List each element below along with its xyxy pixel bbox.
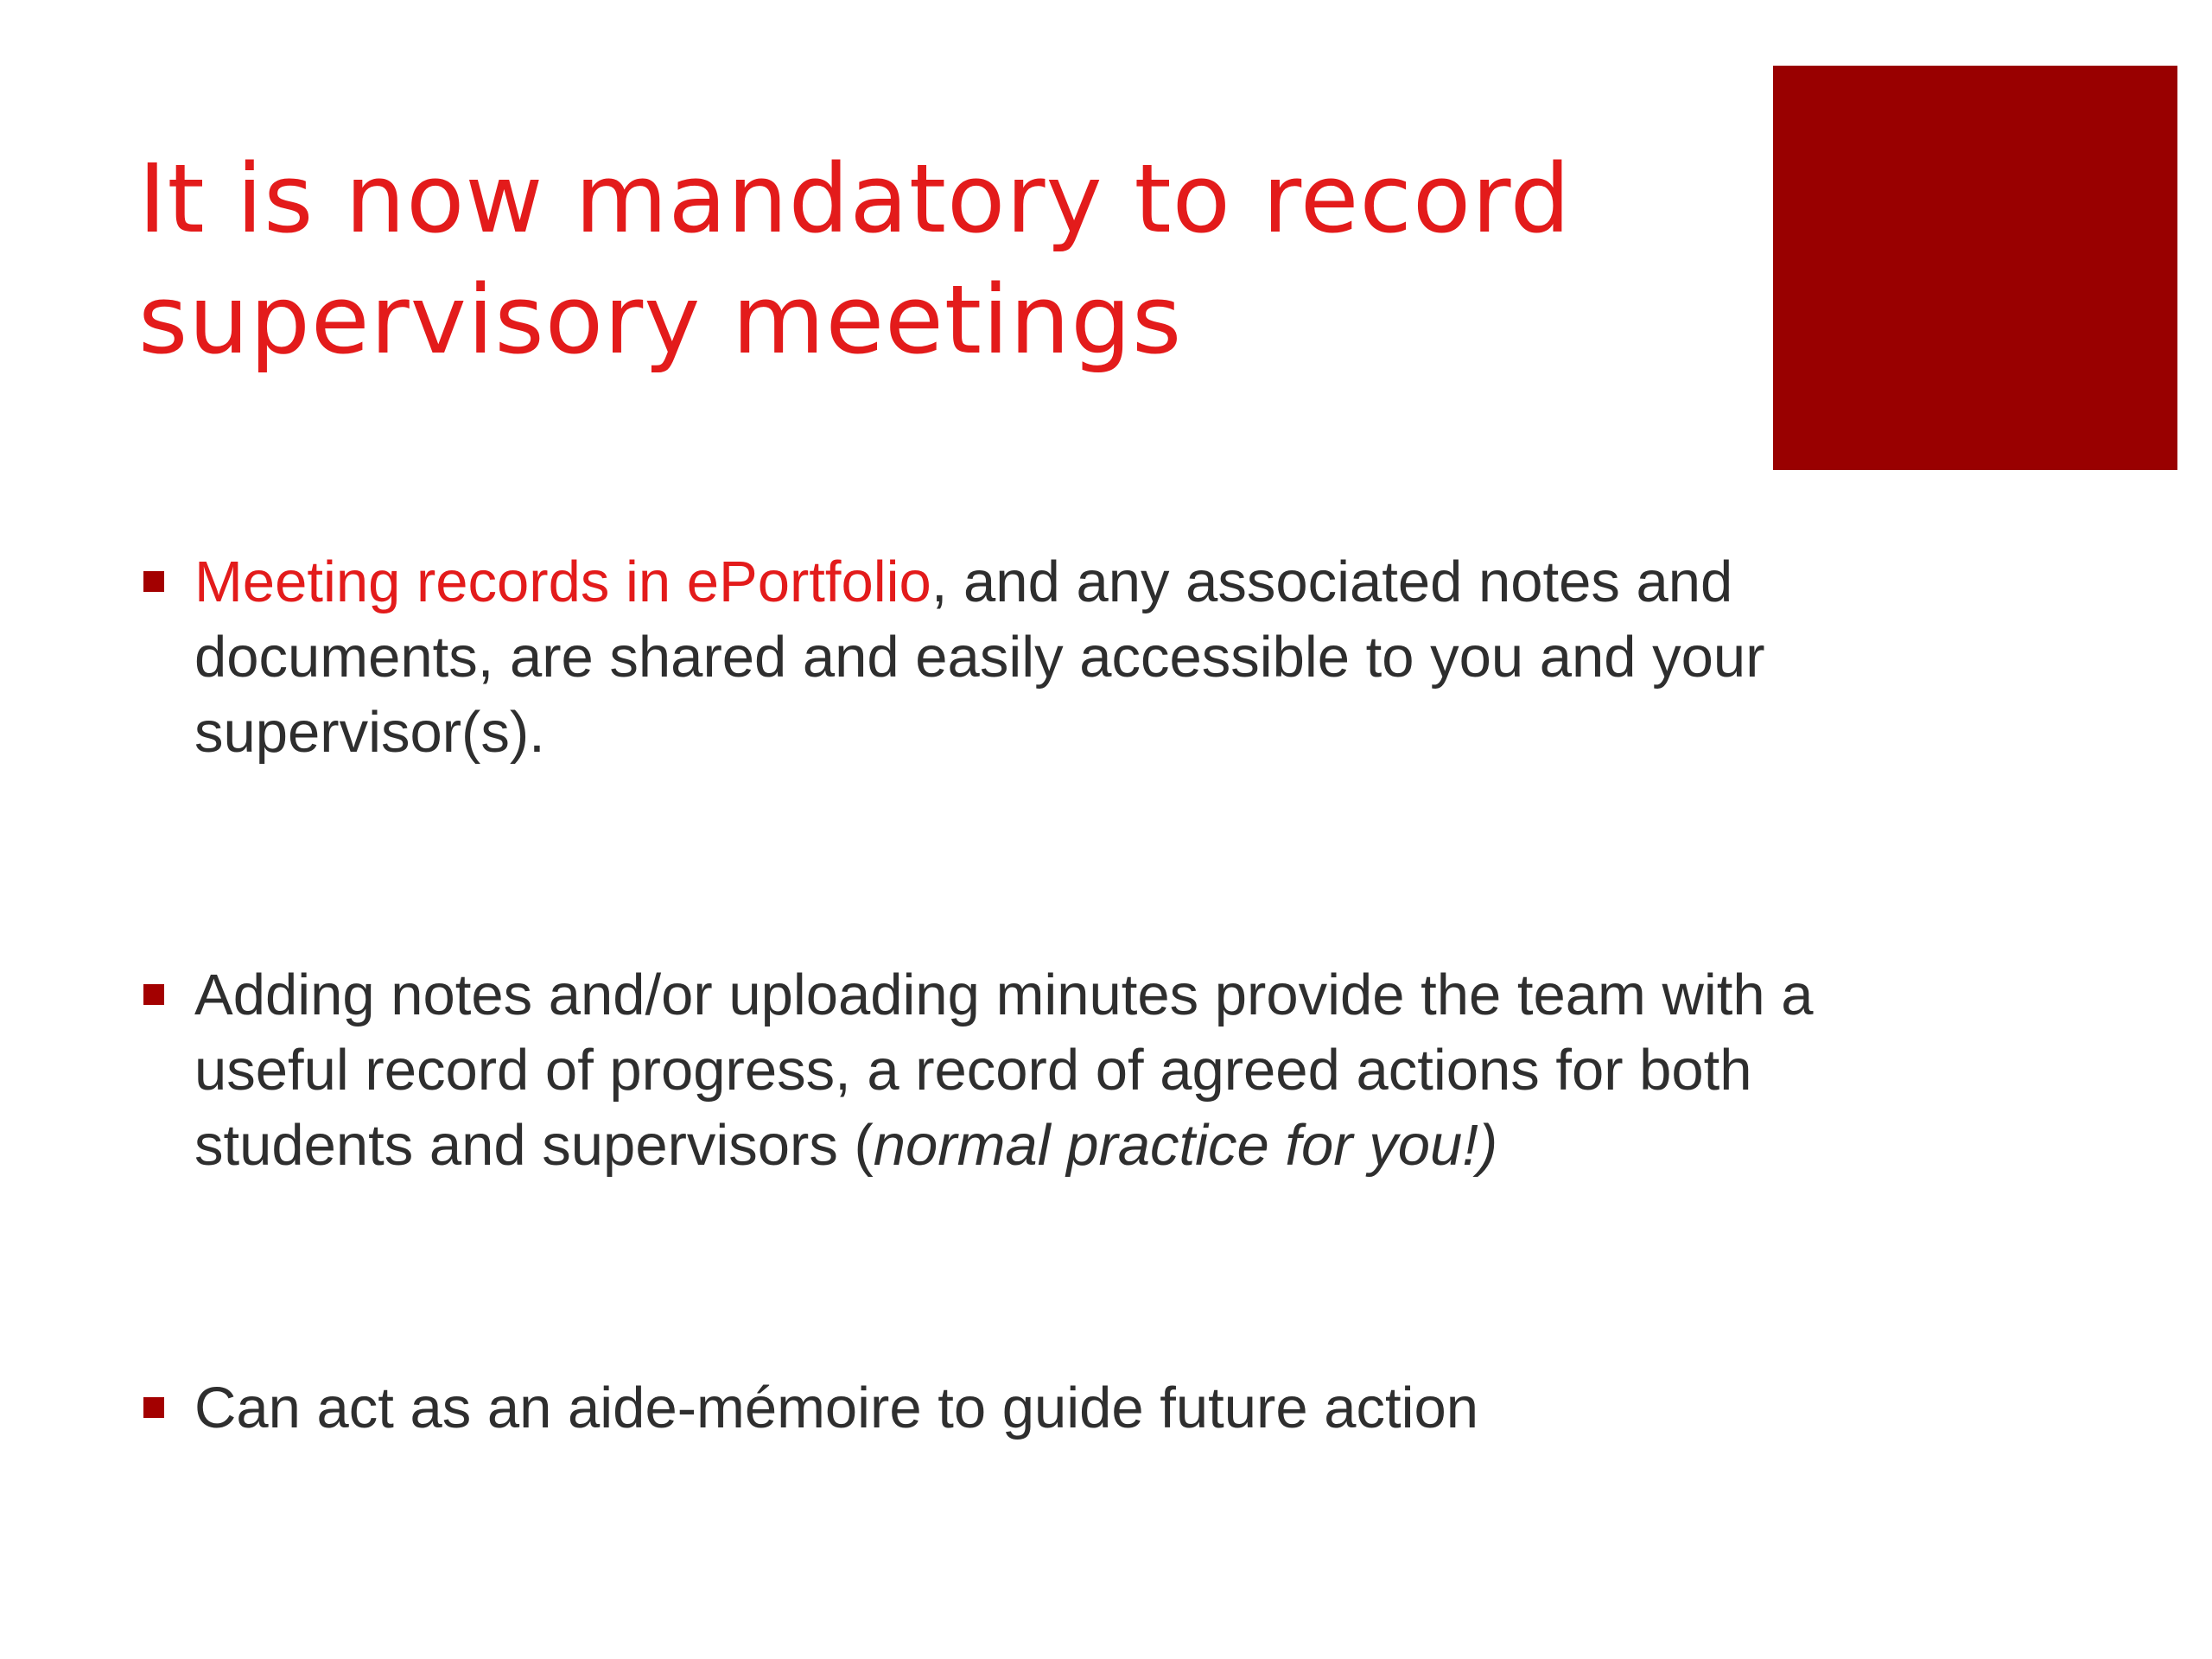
square-bullet-icon <box>143 571 164 592</box>
bullet-text: Adding notes and/or uploading minutes provide the team with a useful record of progress, a record of agreed actions for both students and supervisors ( <box>194 963 1814 1178</box>
bullet-text: , and any associated notes and documents, are shared and easily accessible to you and your supervisor(s). <box>194 550 1765 765</box>
bullet-list <box>138 544 1979 1446</box>
square-bullet-icon <box>143 1397 164 1418</box>
bullet-italic-text: normal practice for you!) <box>873 1113 1498 1178</box>
bullet-item <box>138 957 1979 1183</box>
bullet-highlight-text: Meeting records in ePortfolio <box>194 550 931 614</box>
square-bullet-icon <box>143 984 164 1005</box>
bullet-item <box>138 1370 1979 1446</box>
accent-block <box>1773 66 2177 470</box>
slide-title: It is now mandatory to record supervisory meetings <box>138 143 1572 375</box>
bullet-text: Can act as an aide-mémoire to guide future action <box>194 1376 1479 1440</box>
bullet-item <box>138 544 1979 770</box>
